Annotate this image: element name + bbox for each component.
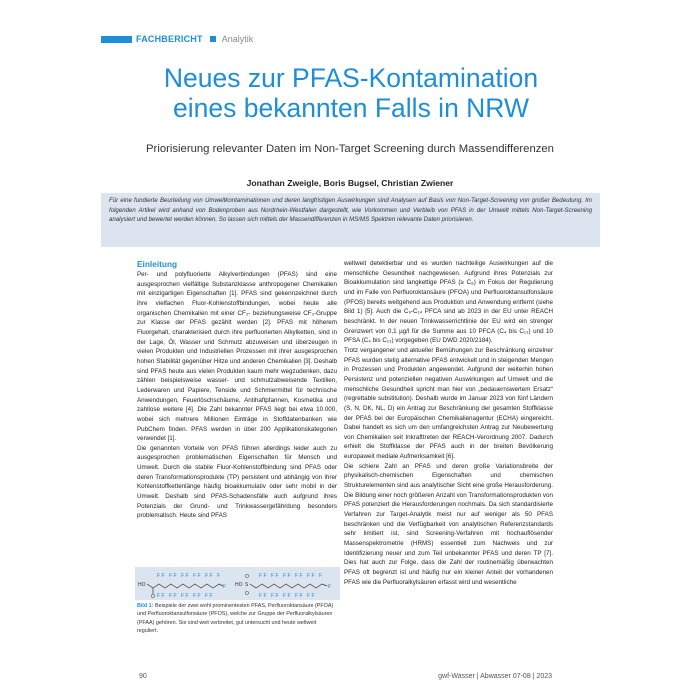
svg-text:F: F xyxy=(319,573,323,579)
svg-text:F F: F F xyxy=(181,573,189,579)
svg-text:F F: F F xyxy=(259,573,267,579)
chemical-structures-image xyxy=(135,567,340,600)
svg-text:O: O xyxy=(245,574,249,580)
svg-text:F F: F F xyxy=(283,593,291,599)
svg-text:HO: HO xyxy=(138,582,146,588)
svg-text:F F: F F xyxy=(307,593,315,599)
separator-square xyxy=(210,36,216,42)
figure-structures xyxy=(135,567,340,600)
svg-text:F F: F F xyxy=(295,593,303,599)
page-number: 90 xyxy=(139,673,147,680)
svg-text:F: F xyxy=(217,573,221,579)
svg-text:F F: F F xyxy=(157,593,165,599)
svg-text:F F: F F xyxy=(193,573,201,579)
pfos-structure xyxy=(235,573,331,599)
figure-caption xyxy=(137,602,337,636)
svg-text:F F: F F xyxy=(295,573,303,579)
article-subtitle: Priorisierung relevanter Daten im Non-Target Screening durch Massendifferenzen xyxy=(146,143,554,155)
svg-text:F F: F F xyxy=(181,593,189,599)
svg-text:O: O xyxy=(245,591,249,597)
section-header xyxy=(101,34,253,44)
left-paragraph-1: Per- und polyfluorierte Alkylverbindungen (PFAS) sind eine ausgesprochen vielfältige Substanzklasse anthropogener Chemikalien mit einzigartigen Eigenschaften [1]. PFAS sind gekennzeichnet durch ihre vielfachen Fluor-Kohlenstoffbindungen, wobei heute alle organischen Chemikalien mit einer CF₂- beziehungsweise CF₃-Gruppe zur Klasse der PFAS gezählt werden [2]. PFAS mit höherem Fluorgehalt, charakterisiert durch ihre perfluorierten Alkylketten, sind in der Lage, Öl, Wasser und Schmutz abzuweisen und überzeugen in vielen Produkten und Industriellen Prozessen mit ihrer ausgesprochen hohen Stabilität gegenüber Hitze und anderen Chemikalien [3]. Deshalb sind PFAS heute aus vielen Produkten kaum mehr wegzudenken, dazu zählen beispielsweise wasser- und schmutzabweisende Textilien, Lederwaren und Papiere, Tenside und Schmiermittel für technische Anwendungen, Feuerlöschschäume, Antihaftpfannen, Kosmetika und zahllose weitere [4]. Die Zahl bekannter PFAS liegt bei etwa 10.000, wobei sich mehrere Millionen Einträge in Stoffdatenbanken wie PubChem finden. PFAS werden in über 200 Applikationskategorien verwendet [1]. xyxy=(137,271,337,443)
abstract-text: Für eine fundierte Beurteilung von Umweltkontaminationen und deren langfristigen Auswirkungen sind Analysen auf Basis von Non-Target-Screening von großer Bedeutung. Im folgenden Artikel wird anhand von Bodenproben aus Nordrhein-Westfalen dargestellt, wie Vorkommen und Verbleib von PFAS in der Umwelt mittels Non-Target-Screening analysiert und bewertet werden können. So lassen sich mittels der Massendifferenzen in MS/MS Spektren relevante Daten priorisieren. xyxy=(109,197,592,224)
caption-label: Bild 1: xyxy=(137,603,154,609)
left-column xyxy=(137,259,337,521)
svg-text:F: F xyxy=(223,584,227,590)
left-paragraph-2: Die genannten Vorteile von PFAS führen allerdings leider auch zu ausgesprochen problematischen Eigenschaften für Mensch und Umwelt. Durch die stabile Fluor-Kohlenstoffbindung sind PFAS oder deren Transformationsprodukte (TP) persistent und abhängig von ihrer Kohlenstoffkettenlänge häufig bioakkumulativ oder sehr mobil in der Umwelt. Deshalb sind PFAS-Schadensfälle auch aufgrund ihres Potenzials der Grund- und Trinkwassergefährdung besonders problematisch. Heute sind PFAS xyxy=(137,444,337,520)
svg-text:S: S xyxy=(245,582,249,588)
svg-text:F F: F F xyxy=(271,593,279,599)
category-label: Analytik xyxy=(221,34,254,44)
svg-text:F F: F F xyxy=(307,573,315,579)
right-paragraph-3: Die schiere Zahl an PFAS und deren große Variationsbreite der physikalisch-chemischen Eigenschaften und chemischen Strukturelementen sind aus analytischer Sicht eine große Herausforderung. Die Bildung einer noch größeren Anzahl von Transformationsprodukten von PFAS potenziert die Herausforderungen nochmals. Da sich standardisierte Verfahren zur Target-Analytik meist nur auf weniger als 50 PFAS beschränken und die Verfügbarkeit von analytischen Referenzstandards sehr limitiert ist, sind Screening-Verfahren mit hochauflösender Massenspektrometrie (HRMS) essentiell zum Nachweis und zur Identifizierung neuer und zum Teil unbekannter PFAS und deren TP [7]. Dies hat auch zur Folge, dass die Zahl der routinemäßig überwachten PFAS oft begrenzt ist und häufig nur ein kleiner Anteil der vorhandenen PFAS wie die Perfluoralkylsäuren erfasst wird und wesentliche xyxy=(344,462,553,586)
journal-footer: gwf-Wasser | Abwasser 07-08 | 2023 xyxy=(438,673,552,680)
svg-text:F F: F F xyxy=(205,593,213,599)
section-marker-bar xyxy=(101,36,132,43)
section-heading-einleitung: Einleitung xyxy=(137,259,178,269)
article-authors: Jonathan Zweigle, Boris Bugsel, Christian Zwiener xyxy=(246,178,454,188)
abstract-box xyxy=(101,193,600,247)
svg-text:F F: F F xyxy=(193,593,201,599)
svg-text:O: O xyxy=(151,594,155,600)
right-paragraph-1: weltweit detektierbar und es wurden nachteilige Auswirkungen auf die menschliche Gesundheit nachgewiesen. Aufgrund ihres Potenzials zur Bioakkumulation sind langkettige PFAS (≥ C₈) im Fokus der Regulierung und im Falle von Perfluoroktansäure (PFOA) und Perfluoroktansulfonsäure (PFOS) bereits weitgehend aus Produktion und Anwendung entfernt (siehe Bild 1) [5]. Auch die C₉-C₁₄ PFCA sind ab 2023 in der EU unter REACH beschränkt. In der neuen Trinkwasserrichtlinie der EU wird ein strenger Grenzwert von 0,1 µg/l für die Summe aus 10 PFCA (C₄ bis C₁₃) und 10 PFSA (C₄ bis C₁₃) vorgegeben (EU DWD 2020/2184). xyxy=(344,260,553,345)
article-title: Neues zur PFAS-Kontamination eines bekannten Falls in NRW xyxy=(163,63,539,123)
svg-text:F F: F F xyxy=(259,593,267,599)
svg-text:F F: F F xyxy=(157,573,165,579)
section-label: FACHBERICHT xyxy=(136,34,203,44)
right-paragraph-2: Trotz vergangener und aktueller Bemühungen zur Beschränkung einzelner PFAS wurden stetig alternative PFAS entwickelt und in steigenden Mengen in Prozessen und Produkten angewendet. Aufgrund der weiterhin hohen Persistenz und potenziellen negativen Auswirkungen auf Umwelt und die menschliche Gesundheit spricht man hier von „bedauernswertem Ersatz“ (regrettable substitution). Deshalb wurde im Januar 2023 von fünf Ländern (S, N, DK, NL, D) ein Antrag zur Beschränkung der gesamten Stoffklasse der PFAS bei der Europäischen Chemikalienagentur (ECHA) eingereicht. Dabei handelt es sich um den umfangreichsten Antrag zur Neubewertung von Chemikalien seit Inkrafttreten der REACH-Verordnung 2007. Dadurch erhielt die Stoffklasse der PFAS auch in der breiten Bevölkerung europaweit mediale Aufmerksamkeit [6]. xyxy=(344,346,553,461)
svg-text:F F: F F xyxy=(283,573,291,579)
pfoa-structure xyxy=(138,573,226,600)
svg-text:F F: F F xyxy=(271,573,279,579)
svg-text:F F: F F xyxy=(169,593,177,599)
svg-text:HO: HO xyxy=(235,582,243,588)
svg-text:F: F xyxy=(328,584,332,590)
svg-text:F F: F F xyxy=(169,573,177,579)
svg-text:F F: F F xyxy=(205,573,213,579)
caption-text: Beispiele der zwei wohl prominentesten PFAS, Perfluoroktansäure (PFOA) und Perfluoroktansulfonsäure (PFOS), welche zur Gruppe der Perfluoralkylsäuren (PFAA) gehören. Sie sind weit verbreitet, gut untersucht und heute weltweit reguliert. xyxy=(137,603,334,635)
right-column xyxy=(344,259,553,587)
